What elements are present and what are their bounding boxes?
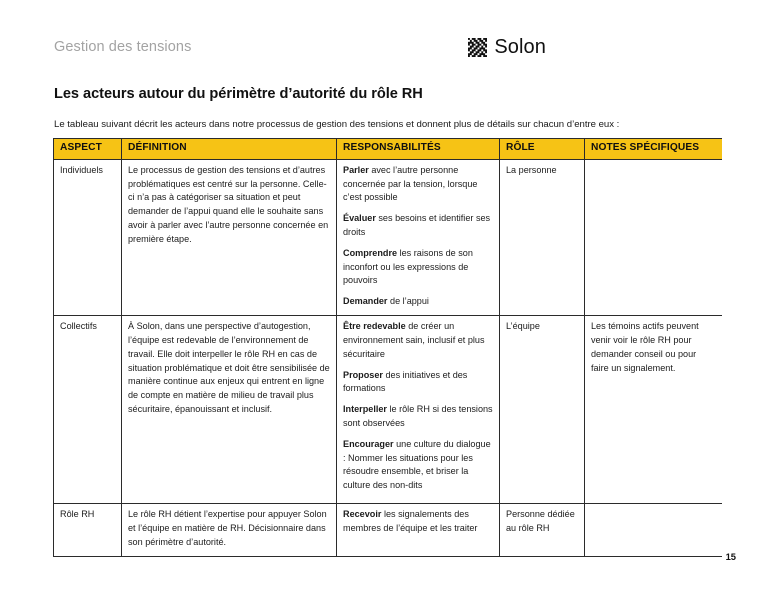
responsabilite-item bbox=[343, 369, 493, 397]
responsabilite-lead: Recevoir bbox=[343, 509, 382, 520]
responsabilite-text: les raisons de son inconfort ou les expressions de pouvoirs bbox=[343, 247, 473, 286]
responsabilite-lead: Comprendre bbox=[343, 247, 398, 258]
responsabilite-lead: Être redevable bbox=[343, 321, 406, 332]
responsabilite-item bbox=[343, 438, 493, 493]
responsabilite-item bbox=[343, 320, 493, 361]
column-header-definition: DÉFINITION bbox=[122, 139, 337, 160]
responsabilite-lead: Demander bbox=[343, 296, 388, 307]
table-row bbox=[54, 504, 723, 556]
cell-aspect: Collectifs bbox=[54, 316, 122, 504]
intro-paragraph: Le tableau suivant décrit les acteurs dans notre processus de gestion des tensions et donnent plus de détails sur chacun d’entre eux : bbox=[54, 118, 620, 130]
responsabilite-text: de créer un environnement sain, inclusif et plus sécuritaire bbox=[343, 321, 485, 359]
responsabilite-item bbox=[343, 212, 493, 240]
column-header-responsabilites: RESPONSABILITÉS bbox=[337, 139, 500, 160]
table-header-row bbox=[54, 139, 723, 160]
responsabilite-item bbox=[343, 403, 493, 431]
cell-role: Personne dédiée au rôle RH bbox=[500, 504, 585, 556]
responsabilite-text: ses besoins et identifier ses droits bbox=[343, 213, 491, 237]
responsabilite-text: les signalements des membres de l’équipe et les traiter bbox=[343, 509, 478, 533]
responsabilite-text: de l’appui bbox=[387, 296, 429, 307]
responsabilite-item bbox=[343, 508, 493, 536]
responsabilite-item bbox=[343, 247, 493, 288]
cell-notes: Les témoins actifs peuvent venir voir le rôle RH pour demander conseil ou pour faire un signalement. bbox=[585, 316, 723, 504]
responsabilite-lead: Parler bbox=[343, 164, 369, 175]
responsabilite-lead: Proposer bbox=[343, 369, 383, 380]
cell-notes bbox=[585, 159, 723, 315]
cell-definition: À Solon, dans une perspective d’autogestion, l’équipe est redevable de l’environnement de travail. Elle doit interpeller le rôle RH en cas de situation problématique et doit être sensibilisée de manière continue aux enjeux qui entrent en ligne de compte en matière de milieu de travail plus sécuritaire, épanouissant et inclusif. bbox=[122, 316, 337, 504]
responsabilite-lead: Évaluer bbox=[343, 213, 376, 224]
cell-responsabilites bbox=[337, 316, 500, 504]
table-row bbox=[54, 316, 723, 504]
page-number: 15 bbox=[725, 551, 736, 562]
brand-lockup bbox=[468, 37, 546, 57]
brand-name: Solon bbox=[494, 36, 546, 58]
responsabilite-text: le rôle RH si des tensions sont observées bbox=[343, 404, 493, 428]
column-header-role: RÔLE bbox=[500, 139, 585, 160]
table-row bbox=[54, 159, 723, 315]
cell-definition: Le rôle RH détient l’expertise pour appuyer Solon et l’équipe en matière de RH. Décisionnaire dans son périmètre d’autorité. bbox=[122, 504, 337, 556]
cell-responsabilites bbox=[337, 159, 500, 315]
page-title: Les acteurs autour du périmètre d’autorité du rôle RH bbox=[54, 85, 423, 102]
document-running-header bbox=[54, 30, 722, 64]
responsabilite-item bbox=[343, 295, 493, 309]
responsabilite-item bbox=[343, 164, 493, 205]
actors-table-container bbox=[53, 138, 722, 557]
actors-table bbox=[53, 138, 722, 557]
column-header-notes: NOTES SPÉCIFIQUES bbox=[585, 139, 723, 160]
responsabilite-text: avec l’autre personne concernée par la tension, lorsque c’est possible bbox=[343, 164, 478, 203]
cell-role: La personne bbox=[500, 159, 585, 315]
running-title: Gestion des tensions bbox=[54, 39, 192, 55]
responsabilite-text: des initiatives et des formations bbox=[343, 369, 468, 394]
cell-aspect: Individuels bbox=[54, 159, 122, 315]
pixel-grid-logo-icon bbox=[468, 38, 487, 57]
cell-aspect: Rôle RH bbox=[54, 504, 122, 556]
table-header bbox=[54, 139, 723, 160]
table-body bbox=[54, 159, 723, 556]
cell-role: L’équipe bbox=[500, 316, 585, 504]
responsabilite-lead: Encourager bbox=[343, 438, 394, 449]
cell-definition: Le processus de gestion des tensions et d’autres problématiques est centré sur la personne. Celle-ci n’a pas à catégoriser sa situation et peut demander de l’appui quand elle le souhaite sans avoir à parler avec l’autre personne concernée en première étape. bbox=[122, 159, 337, 315]
responsabilite-text: une culture du dialogue : Nommer les situations pour les résoudre ensemble, et briser la culture des non-dits bbox=[343, 438, 491, 491]
responsabilite-lead: Interpeller bbox=[343, 404, 387, 415]
cell-responsabilites bbox=[337, 504, 500, 556]
cell-notes bbox=[585, 504, 723, 556]
column-header-aspect: ASPECT bbox=[54, 139, 122, 160]
